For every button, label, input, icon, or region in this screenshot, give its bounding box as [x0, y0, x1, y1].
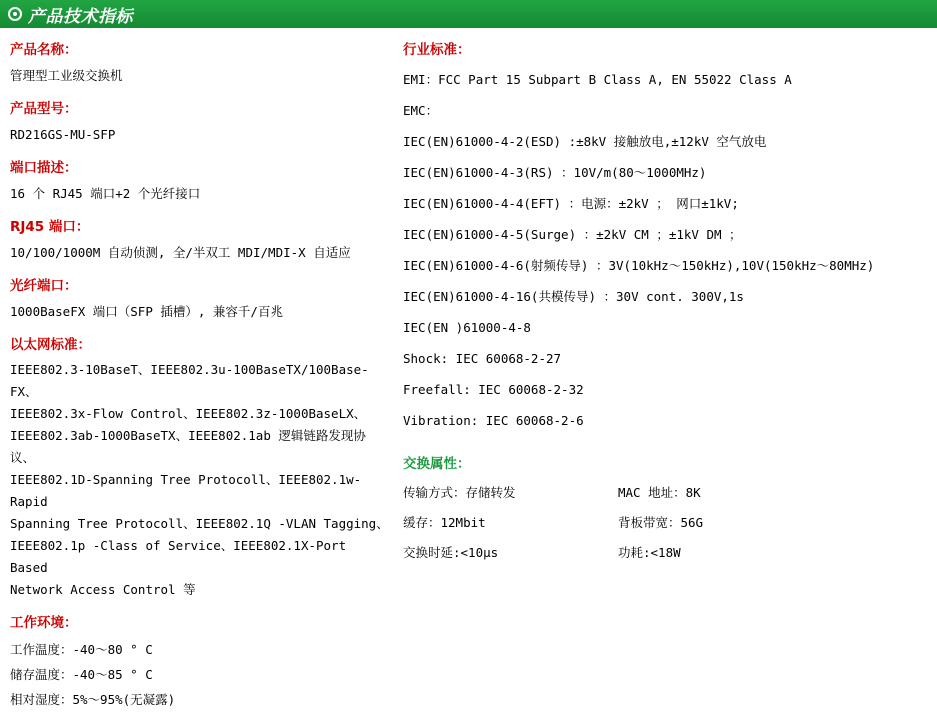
section-body-line: IEEE802.3x-Flow Control、IEEE802.3z-1000BaseLX、: [10, 406, 367, 421]
attribute-cell: 传输方式：存储转发: [403, 485, 516, 500]
standard-line: IEC(EN)61000-4-3(RS) ：10V/m(80～1000MHz): [403, 165, 707, 180]
standard-line: IEC(EN)61000-4-6(射频传导) ：3V(10kHz～150kHz),10V(150kHz～80MHz): [403, 258, 875, 273]
section-body: 16 个 RJ45 端口+2 个光纤接口: [10, 186, 201, 201]
section-title: 行业标准：: [403, 42, 471, 58]
section-body: 管理型工业级交换机: [10, 68, 123, 83]
standard-line: Freefall: IEC 60068-2-32: [403, 382, 584, 397]
section-fiber-port: [10, 274, 389, 323]
standard-line: Shock: IEC 60068-2-27: [403, 351, 562, 366]
section-body: RD216GS-MU-SFP: [10, 127, 116, 142]
standard-line: IEC(EN)61000-4-5(Surge) ：±2kV CM ；±1kV DM ；: [403, 227, 742, 242]
section-product-model: [10, 97, 389, 146]
table-row: [403, 478, 931, 508]
section-body-line: Spanning Tree Protocoll、IEEE802.1Q -VLAN Tagging、: [10, 516, 389, 531]
attribute-cell: 缓存：12Mbit: [403, 515, 486, 530]
environment-line: 储存温度：-40～85 ° C: [10, 667, 153, 682]
standard-line: IEC(EN )61000-4-8: [403, 320, 531, 335]
attribute-cell: 功耗:<18W: [618, 545, 681, 560]
section-title: 工作环境：: [10, 615, 78, 631]
section-body-line: IEEE802.1p -Class of Service、IEEE802.1X-Port Based: [10, 538, 347, 575]
attribute-cell: MAC 地址：8K: [618, 485, 701, 500]
section-title: 产品型号：: [10, 101, 78, 117]
section-body: 1000BaseFX 端口（SFP 插槽）, 兼容千/百兆: [10, 304, 283, 319]
section-body: 10/100/1000M 自动侦测, 全/半双工 MDI/MDI-X 自适应: [10, 245, 351, 260]
page-header: [0, 0, 937, 28]
environment-line: 工作温度：-40～80 ° C: [10, 642, 153, 657]
section-rj45-port: [10, 215, 389, 264]
standard-line: IEC(EN)61000-4-16(共模传导) ：30V cont. 300V,1s: [403, 289, 744, 304]
target-icon: [8, 7, 22, 21]
content-columns: [0, 28, 937, 722]
section-ethernet-standards: [10, 333, 389, 601]
attribute-cell: 背板带宽：56G: [618, 515, 704, 530]
right-column: [395, 28, 937, 722]
section-body-line: IEEE802.3-10BaseT、IEEE802.3u-100BaseTX/100Base-FX、: [10, 362, 369, 399]
section-body-line: IEEE802.3ab-1000BaseTX、IEEE802.1ab 逻辑链路发现协议、: [10, 428, 366, 465]
section-product-name: [10, 38, 389, 87]
section-title: 端口描述：: [10, 160, 78, 176]
section-title: 光纤端口：: [10, 278, 78, 294]
table-row: [403, 508, 931, 538]
environment-line: 相对湿度：5%～95%(无凝露): [10, 692, 176, 707]
standard-line: IEC(EN)61000-4-2(ESD) :±8kV 接触放电,±12kV 空气放电: [403, 134, 767, 149]
section-port-description: [10, 156, 389, 205]
standard-line: EMI：FCC Part 15 Subpart B Class A, EN 55022 Class A: [403, 72, 792, 87]
standard-line: EMC：: [403, 103, 439, 118]
section-operating-environment: [10, 611, 389, 712]
page-title: 产品技术指标: [28, 6, 133, 27]
section-title: RJ45 端口：: [10, 219, 90, 235]
section-title: 交换属性：: [403, 456, 471, 472]
attribute-cell: 交换时延:<10μs: [403, 545, 499, 560]
left-column: [0, 28, 395, 722]
attributes-table: [403, 478, 931, 568]
section-body-line: IEEE802.1D-Spanning Tree Protocoll、IEEE802.1w-Rapid: [10, 472, 362, 509]
section-title: 以太网标准：: [10, 337, 91, 353]
section-title: 产品名称：: [10, 42, 78, 58]
table-row: [403, 538, 931, 568]
section-switch-attributes: [403, 452, 931, 568]
section-body-line: Network Access Control 等: [10, 582, 196, 597]
standard-line: IEC(EN)61000-4-4(EFT) ：电源：±2kV ； 网口±1kV;: [403, 196, 739, 211]
section-industry-standards: [403, 38, 931, 436]
standard-line: Vibration: IEC 60068-2-6: [403, 413, 584, 428]
